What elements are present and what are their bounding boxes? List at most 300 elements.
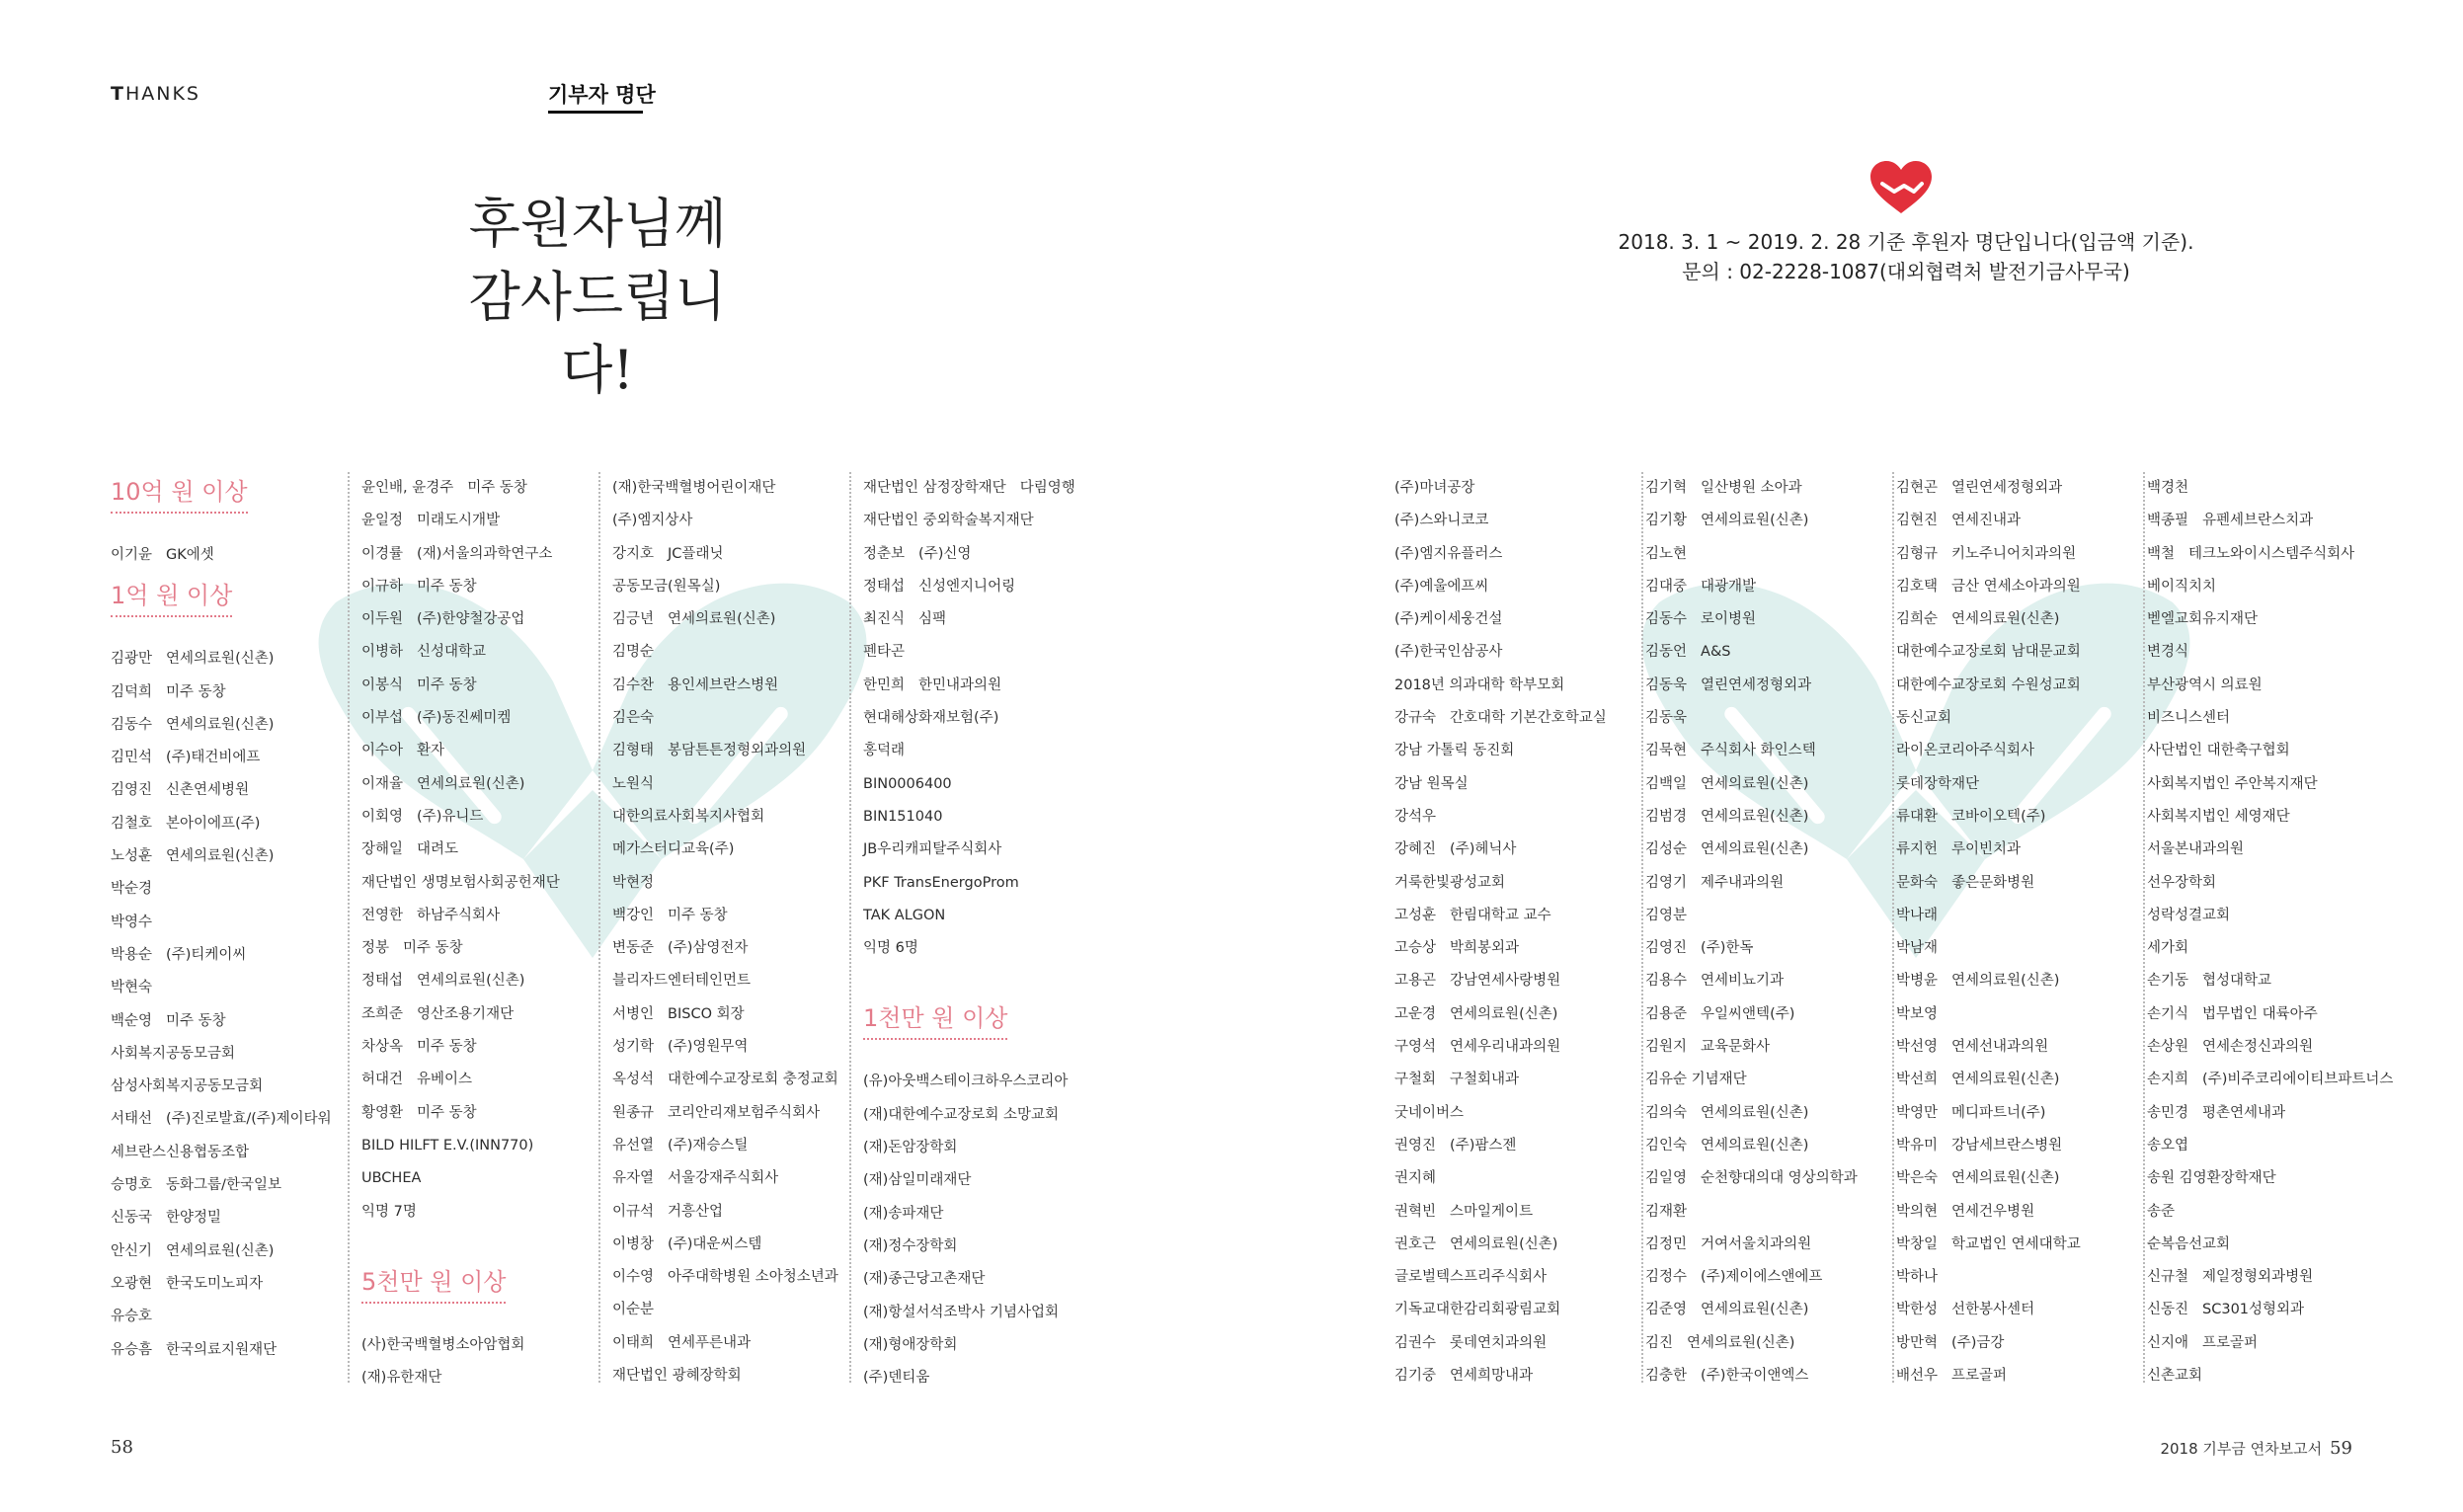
donor-affiliation: 한국도미노피자 bbox=[166, 1275, 264, 1292]
donor-entry bbox=[2147, 998, 2404, 1031]
donor-entry bbox=[863, 1329, 1096, 1362]
donor-affiliation: 연세의료원(신촌) bbox=[1701, 841, 1809, 858]
donor-affiliation: (주)비주코리에이티브파트너스 bbox=[2202, 1072, 2394, 1088]
donor-name: 벧엘교회유지재단 bbox=[2147, 611, 2259, 628]
donor-entry bbox=[2147, 735, 2404, 767]
donor-affiliation: 미주 동창 bbox=[166, 683, 226, 700]
donor-name: 김유순 기념재단 bbox=[1645, 1072, 1747, 1088]
donor-name: 라이온코리아주식회사 bbox=[1896, 743, 2035, 759]
donor-name: 성기학 bbox=[612, 1039, 655, 1056]
donor-entry bbox=[111, 1103, 338, 1136]
donor-name: 강혜진 bbox=[1394, 841, 1437, 858]
donor-affiliation: 미주 동창 bbox=[417, 578, 477, 595]
donor-name: 김충한 bbox=[1645, 1368, 1688, 1385]
donor-entry bbox=[1394, 768, 1631, 801]
donor-name: 김진 bbox=[1645, 1334, 1674, 1351]
donor-entry bbox=[2147, 834, 2404, 866]
donor-name: 손지희 bbox=[2147, 1072, 2189, 1088]
donor-name: 김현진 bbox=[1896, 513, 1939, 529]
donor-name: 권호근 bbox=[1394, 1235, 1437, 1252]
donor-affiliation: 본아이에프(주) bbox=[166, 815, 261, 832]
donor-entry bbox=[1645, 900, 1888, 932]
donor-name: 강남 원목실 bbox=[1394, 775, 1469, 792]
donor-affiliation: 연세의료원(신촌) bbox=[1951, 1170, 2060, 1187]
donor-name: 신지애 bbox=[2147, 1334, 2189, 1351]
donor-name: 유자열 bbox=[612, 1170, 655, 1187]
donor-entry bbox=[111, 1268, 338, 1301]
donor-entry bbox=[863, 636, 1096, 669]
section-label bbox=[111, 83, 200, 105]
donor-name: 서병인 bbox=[612, 1005, 655, 1022]
donor-entry bbox=[1645, 998, 1888, 1031]
donor-entry bbox=[1394, 900, 1631, 932]
donor-name: 송준 bbox=[2147, 1203, 2176, 1220]
donor-name: 김재환 bbox=[1645, 1203, 1688, 1220]
donor-affiliation: 연세비뇨기과 bbox=[1701, 973, 1785, 990]
donor-name: 김광만 bbox=[111, 651, 153, 668]
donor-entry bbox=[1645, 965, 1888, 997]
donor-entry bbox=[1896, 1064, 2139, 1096]
donor-entry bbox=[1645, 1130, 1888, 1162]
donor-name: 김영진 bbox=[111, 782, 153, 799]
donor-name: 서울본내과의원 bbox=[2147, 841, 2245, 858]
heading-underline bbox=[548, 111, 643, 114]
donor-affiliation: 키노주니어치과의원 bbox=[1951, 545, 2077, 562]
donor-affiliation: 영산조용기재단 bbox=[417, 1005, 515, 1022]
donor-affiliation: 유펜세브란스치과 bbox=[2202, 513, 2314, 529]
donor-name: 사회복지법인 세영재단 bbox=[2147, 808, 2290, 825]
donor-name: 유선열 bbox=[612, 1137, 655, 1154]
donor-entry bbox=[1896, 998, 2139, 1031]
donor-affiliation: 연세의료원(신촌) bbox=[166, 1242, 275, 1259]
donor-entry bbox=[863, 1362, 1096, 1394]
donor-name: 박용순 bbox=[111, 946, 153, 963]
donor-name: 박순경 bbox=[111, 881, 153, 898]
donor-entry bbox=[361, 636, 595, 669]
donor-affiliation: 선한봉사센터 bbox=[1951, 1302, 2035, 1318]
donor-entry bbox=[1896, 1360, 2139, 1393]
donor-name: 문화숙 bbox=[1896, 874, 1939, 891]
donor-entry bbox=[1896, 603, 2139, 636]
donor-affiliation: 유베이스 bbox=[417, 1072, 473, 1088]
page-number-left: 58 bbox=[111, 1437, 133, 1458]
donor-affiliation: 법무법인 대륙아주 bbox=[2202, 1005, 2318, 1022]
donor-entry bbox=[612, 571, 845, 603]
donor-name: 재단법인 삼정장학재단 bbox=[863, 480, 1006, 496]
donor-entry bbox=[1896, 702, 2139, 735]
donor-entry bbox=[863, 1099, 1096, 1132]
donor-affiliation: (주)금강 bbox=[1951, 1334, 2005, 1351]
donor-entry bbox=[863, 1263, 1096, 1296]
donor-name: 백경천 bbox=[2147, 480, 2189, 496]
donor-entry bbox=[1394, 1031, 1631, 1064]
column-divider bbox=[1892, 472, 1894, 1383]
donor-entry bbox=[612, 1064, 845, 1096]
donor-name: (재)돈암장학회 bbox=[863, 1140, 958, 1156]
donor-entry bbox=[863, 603, 1096, 636]
donor-name: 박병윤 bbox=[1896, 973, 1939, 990]
donor-entry bbox=[1394, 1294, 1631, 1326]
donor-name: BIN151040 bbox=[863, 808, 943, 825]
donor-entry bbox=[1394, 1097, 1631, 1130]
donor-name: 사회복지법인 주안복지재단 bbox=[2147, 775, 2318, 792]
donor-entry bbox=[361, 768, 595, 801]
donor-entry bbox=[863, 1132, 1096, 1164]
donor-entry bbox=[612, 702, 845, 735]
donor-affiliation: 대한예수교장로회 충정교회 bbox=[668, 1072, 838, 1088]
donor-name: 김용준 bbox=[1645, 1005, 1688, 1022]
donor-name: 신규철 bbox=[2147, 1269, 2189, 1286]
donor-affiliation: 신성대학교 bbox=[417, 644, 487, 661]
donor-name: 차상옥 bbox=[361, 1039, 404, 1056]
donor-affiliation: (주)삼영전자 bbox=[668, 940, 749, 957]
donor-entry bbox=[2147, 1162, 2404, 1195]
donor-entry bbox=[1896, 1196, 2139, 1229]
donor-entry bbox=[1896, 472, 2139, 505]
donor-entry bbox=[111, 1137, 338, 1169]
donor-name: 세가회 bbox=[2147, 940, 2189, 957]
donor-entry bbox=[1896, 538, 2139, 571]
donor-affiliation: 강남세브란스병원 bbox=[1951, 1137, 2063, 1154]
donor-name: 강규숙 bbox=[1394, 710, 1437, 727]
donor-affiliation: 미주 동창 bbox=[668, 907, 728, 923]
donor-name: 재단법인 중외학술복지재단 bbox=[863, 513, 1034, 529]
donor-affiliation: 대광개발 bbox=[1701, 578, 1757, 595]
donor-entry bbox=[1645, 932, 1888, 965]
donor-entry bbox=[361, 1196, 595, 1229]
donor-entry bbox=[863, 867, 1096, 900]
donor-affiliation: 연세의료원(신촌) bbox=[1450, 1235, 1558, 1252]
donor-name: (주)케이세웅건설 bbox=[1394, 611, 1503, 628]
donor-name: (재)삼일미래재단 bbox=[863, 1172, 972, 1189]
donor-name: 성락성결교회 bbox=[2147, 907, 2231, 923]
donor-affiliation: 일산병원 소아과 bbox=[1701, 480, 1802, 496]
donor-entry bbox=[361, 1031, 595, 1064]
donor-name: 원종규 bbox=[612, 1104, 655, 1121]
donor-name: (주)한국인삼공사 bbox=[1394, 644, 1503, 661]
donor-name: 김은숙 bbox=[612, 710, 655, 727]
donor-entry bbox=[361, 1130, 595, 1162]
donor-entry bbox=[1645, 472, 1888, 505]
donor-name: 김영분 bbox=[1645, 907, 1688, 923]
donor-name: 윤인배, 윤경주 bbox=[361, 480, 454, 496]
donor-entry bbox=[361, 834, 595, 866]
donor-affiliation: 구철회내과 bbox=[1450, 1072, 1520, 1088]
donor-entry bbox=[111, 873, 338, 906]
donor-entry bbox=[863, 801, 1096, 834]
donor-entry bbox=[2147, 867, 2404, 900]
donor-name: 류지헌 bbox=[1896, 841, 1939, 858]
donor-entry bbox=[1394, 1162, 1631, 1195]
donor-name: 박유미 bbox=[1896, 1137, 1939, 1154]
donor-name: 김형태 bbox=[612, 743, 655, 759]
donor-entry bbox=[111, 676, 338, 709]
donor-entry bbox=[1394, 1360, 1631, 1393]
donor-entry bbox=[612, 801, 845, 834]
donor-affiliation: 연세의료원(신촌) bbox=[1701, 808, 1809, 825]
donor-affiliation: 연세건우병원 bbox=[1951, 1203, 2035, 1220]
donor-entry bbox=[1394, 538, 1631, 571]
donor-name: 안신기 bbox=[111, 1242, 153, 1259]
donor-entry bbox=[863, 932, 1096, 965]
donor-name: 이봉식 bbox=[361, 676, 404, 693]
donor-entry bbox=[361, 932, 595, 965]
donor-name: 김기황 bbox=[1645, 513, 1688, 529]
donor-entry bbox=[361, 1162, 595, 1195]
donor-name: 김의숙 bbox=[1645, 1104, 1688, 1121]
donor-affiliation: 열린연세정형외과 bbox=[1951, 480, 2063, 496]
donor-name: 노성훈 bbox=[111, 848, 153, 865]
donor-affiliation: 박희봉외과 bbox=[1450, 940, 1520, 957]
donor-name: 류대환 bbox=[1896, 808, 1939, 825]
donor-name: 배선우 bbox=[1896, 1368, 1939, 1385]
donor-name: 강남 가톨릭 동진회 bbox=[1394, 743, 1515, 759]
donor-name: 신촌교회 bbox=[2147, 1368, 2203, 1385]
donor-entry bbox=[863, 538, 1096, 571]
donor-name: 김범경 bbox=[1645, 808, 1688, 825]
donor-affiliation: (주)진로발효/(주)제이타워 bbox=[166, 1111, 332, 1128]
donor-entry bbox=[1896, 735, 2139, 767]
donor-entry bbox=[2147, 932, 2404, 965]
donor-entry bbox=[111, 742, 338, 774]
donor-name: 신동진 bbox=[2147, 1302, 2189, 1318]
donor-column-6 bbox=[1645, 472, 1888, 1393]
donor-name: 대한예수교장로회 수원성교회 bbox=[1896, 676, 2081, 693]
donor-entry bbox=[1896, 571, 2139, 603]
donor-name: 김인숙 bbox=[1645, 1137, 1688, 1154]
donor-entry bbox=[111, 1235, 338, 1268]
donor-name: 비즈니스센터 bbox=[2147, 710, 2231, 727]
donor-affiliation: (주)한독 bbox=[1701, 940, 1754, 957]
donor-affiliation: 미주 동창 bbox=[417, 676, 477, 693]
donor-name: 옥성석 bbox=[612, 1072, 655, 1088]
donor-entry bbox=[111, 1301, 338, 1333]
donor-name: TAK ALGON bbox=[863, 907, 946, 923]
donor-entry bbox=[863, 834, 1096, 866]
donor-affiliation: 연세의료원(신촌) bbox=[417, 775, 525, 792]
donor-affiliation: 간호대학 기본간호학교실 bbox=[1450, 710, 1607, 727]
donor-name: 세브란스신용협동조합 bbox=[111, 1144, 250, 1160]
donor-name: 윤일정 bbox=[361, 513, 404, 529]
donor-name: 현대해상화재보험(주) bbox=[863, 710, 999, 727]
donor-name: (주)덴티움 bbox=[863, 1370, 930, 1387]
donor-entry bbox=[1645, 1261, 1888, 1294]
donor-entry bbox=[612, 1031, 845, 1064]
donor-entry bbox=[612, 735, 845, 767]
donor-entry bbox=[111, 972, 338, 1004]
donor-name: BILD HILFT E.V.(INN770) bbox=[361, 1137, 534, 1154]
donor-name: 김준영 bbox=[1645, 1302, 1688, 1318]
donor-entry bbox=[1394, 603, 1631, 636]
page-footer-right bbox=[2160, 1438, 2352, 1459]
donor-affiliation: 연세푸른내과 bbox=[668, 1334, 752, 1351]
donor-name: 이기윤 bbox=[111, 547, 153, 563]
donor-name: 기독교대한감리회광림교회 bbox=[1394, 1302, 1561, 1318]
column-divider bbox=[849, 472, 851, 1383]
column-divider bbox=[1641, 472, 1643, 1383]
donor-entry bbox=[2147, 1261, 2404, 1294]
donor-name: 롯데장학재단 bbox=[1896, 775, 1980, 792]
donor-affiliation: 연세의료원(신촌) bbox=[1701, 775, 1809, 792]
donor-affiliation: (주)대운씨스템 bbox=[668, 1235, 762, 1252]
donor-name: 박나래 bbox=[1896, 907, 1939, 923]
donor-name: 정춘보 bbox=[863, 545, 906, 562]
donor-name: (재)형애장학회 bbox=[863, 1336, 958, 1353]
donor-name: 강석우 bbox=[1394, 808, 1437, 825]
donor-affiliation: (주)신영 bbox=[918, 545, 972, 562]
donor-entry bbox=[1394, 1196, 1631, 1229]
donor-entry bbox=[1645, 1196, 1888, 1229]
donor-entry bbox=[1394, 1229, 1631, 1261]
donor-entry bbox=[361, 1064, 595, 1096]
donor-entry bbox=[361, 735, 595, 767]
donor-name: 정태섭 bbox=[863, 578, 906, 595]
donor-entry bbox=[1645, 1327, 1888, 1360]
donor-entry bbox=[863, 472, 1096, 505]
donor-name: (재)항설서석조박사 기념사업회 bbox=[863, 1304, 1060, 1320]
donor-name: 김철호 bbox=[111, 815, 153, 832]
donor-name: 박하나 bbox=[1896, 1269, 1939, 1286]
donor-entry bbox=[1896, 1130, 2139, 1162]
donor-entry bbox=[1645, 735, 1888, 767]
donor-entry bbox=[1896, 1261, 2139, 1294]
donor-name: 펜타곤 bbox=[863, 644, 906, 661]
donor-affiliation: JC플래닛 bbox=[668, 545, 724, 562]
donor-entry bbox=[863, 735, 1096, 767]
donor-entry bbox=[2147, 702, 2404, 735]
donor-name: 이규하 bbox=[361, 578, 404, 595]
donor-entry bbox=[1896, 1162, 2139, 1195]
donor-affiliation: 대려도 bbox=[417, 841, 459, 858]
donor-name: (재)종근당고촌재단 bbox=[863, 1271, 986, 1288]
donor-name: 송민경 bbox=[2147, 1104, 2189, 1121]
donor-entry bbox=[1394, 998, 1631, 1031]
donor-entry bbox=[1394, 735, 1631, 767]
donor-entry bbox=[1645, 1064, 1888, 1096]
donor-affiliation: (주)팜스젠 bbox=[1450, 1137, 1517, 1154]
donor-entry bbox=[111, 1169, 338, 1202]
donor-affiliation: 연세희망내과 bbox=[1450, 1368, 1534, 1385]
donor-entry bbox=[111, 539, 338, 572]
donor-name: 백철 bbox=[2147, 545, 2176, 562]
donor-affiliation: 연세의료원(신촌) bbox=[1701, 1104, 1809, 1121]
donor-entry bbox=[111, 840, 338, 873]
donor-entry bbox=[111, 1202, 338, 1234]
donor-name: 김동언 bbox=[1645, 644, 1688, 661]
donor-entry bbox=[361, 505, 595, 537]
donor-name: 홍덕래 bbox=[863, 743, 906, 759]
donor-entry bbox=[2147, 505, 2404, 537]
donor-entry bbox=[1394, 636, 1631, 669]
donor-affiliation: 봉담튼튼정형외과의원 bbox=[668, 743, 807, 759]
donor-name: 최진식 bbox=[863, 611, 906, 628]
donor-entry bbox=[612, 1360, 845, 1393]
donor-name: 노원식 bbox=[612, 775, 655, 792]
donor-entry bbox=[361, 965, 595, 997]
donor-entry bbox=[612, 670, 845, 702]
donor-entry bbox=[1896, 1229, 2139, 1261]
donor-name: 김민석 bbox=[111, 750, 153, 766]
donor-name: 익명 6명 bbox=[863, 940, 918, 957]
donor-entry bbox=[612, 1196, 845, 1229]
donor-entry bbox=[1394, 472, 1631, 505]
donor-name: 서태선 bbox=[111, 1111, 153, 1128]
donor-name: 이부섭 bbox=[361, 710, 404, 727]
donor-entry bbox=[111, 1005, 338, 1038]
donor-entry bbox=[1896, 1031, 2139, 1064]
donor-name: 강지호 bbox=[612, 545, 655, 562]
donor-entry bbox=[361, 1097, 595, 1130]
donor-affiliation: 하남주식회사 bbox=[417, 907, 501, 923]
donor-name: 오광현 bbox=[111, 1275, 153, 1292]
donor-affiliation: (주)제이에스앤에프 bbox=[1701, 1269, 1823, 1286]
donor-affiliation: 연세의료원(신촌) bbox=[166, 651, 275, 668]
donor-entry bbox=[1645, 1294, 1888, 1326]
donor-entry bbox=[1394, 670, 1631, 702]
donor-affiliation: SC301성형외과 bbox=[2202, 1302, 2305, 1318]
donor-name: 글로벌텍스프리주식회사 bbox=[1394, 1269, 1548, 1286]
donor-affiliation: A&S bbox=[1701, 644, 1731, 661]
donor-name: (재)송파재단 bbox=[863, 1205, 944, 1222]
donor-name: 이태희 bbox=[612, 1334, 655, 1351]
donor-name: 구철회 bbox=[1394, 1072, 1437, 1088]
donor-entry bbox=[361, 867, 595, 900]
donor-name: 김명순 bbox=[612, 644, 655, 661]
donor-name: (재)대한예수교장로회 소망교회 bbox=[863, 1106, 1060, 1123]
donor-affiliation: 연세의료원(신촌) bbox=[1951, 973, 2060, 990]
donor-entry bbox=[863, 702, 1096, 735]
donor-name: 김덕희 bbox=[111, 683, 153, 700]
donor-entry bbox=[1645, 1229, 1888, 1261]
donor-affiliation: 신촌연세병원 bbox=[166, 782, 250, 799]
donor-entry bbox=[1394, 932, 1631, 965]
donor-entry bbox=[863, 1164, 1096, 1197]
donor-entry bbox=[111, 1038, 338, 1071]
donor-affiliation: BISCO 회장 bbox=[668, 1005, 745, 1022]
donor-entry bbox=[1394, 965, 1631, 997]
donor-entry bbox=[1896, 900, 2139, 932]
donor-entry bbox=[1896, 965, 2139, 997]
donor-name: 변동준 bbox=[612, 940, 655, 957]
donor-name: 김동수 bbox=[1645, 611, 1688, 628]
donor-entry bbox=[1896, 801, 2139, 834]
donor-name: 손상원 bbox=[2147, 1039, 2189, 1056]
donor-name: 박영수 bbox=[111, 914, 153, 930]
title-line-1: 후원자님께 bbox=[468, 193, 727, 255]
donor-name: 이수영 bbox=[612, 1269, 655, 1286]
donor-entry bbox=[1394, 505, 1631, 537]
donor-entry bbox=[2147, 1294, 2404, 1326]
donor-entry bbox=[612, 472, 845, 505]
donor-name: 고승상 bbox=[1394, 940, 1437, 957]
donor-affiliation: 제주내과의원 bbox=[1701, 874, 1785, 891]
donor-affiliation: 다림영행 bbox=[1019, 480, 1075, 496]
donor-affiliation: 연세의료원(신촌) bbox=[1951, 611, 2060, 628]
donor-entry bbox=[1645, 1162, 1888, 1195]
donor-affiliation: 연세의료원(신촌) bbox=[1701, 1137, 1809, 1154]
donor-name: 전영한 bbox=[361, 907, 404, 923]
donor-entry bbox=[2147, 768, 2404, 801]
donor-entry bbox=[2147, 900, 2404, 932]
donor-name: (재)유한재단 bbox=[361, 1370, 442, 1387]
donor-affiliation: 용인세브란스병원 bbox=[668, 676, 779, 693]
donor-entry bbox=[863, 768, 1096, 801]
donor-name: 거룩한빛광성교회 bbox=[1394, 874, 1506, 891]
donor-affiliation: (주)한양철강공업 bbox=[417, 611, 525, 628]
donor-affiliation: 스마일게이트 bbox=[1450, 1203, 1534, 1220]
donor-entry bbox=[1896, 1097, 2139, 1130]
donor-name: 이규석 bbox=[612, 1203, 655, 1220]
